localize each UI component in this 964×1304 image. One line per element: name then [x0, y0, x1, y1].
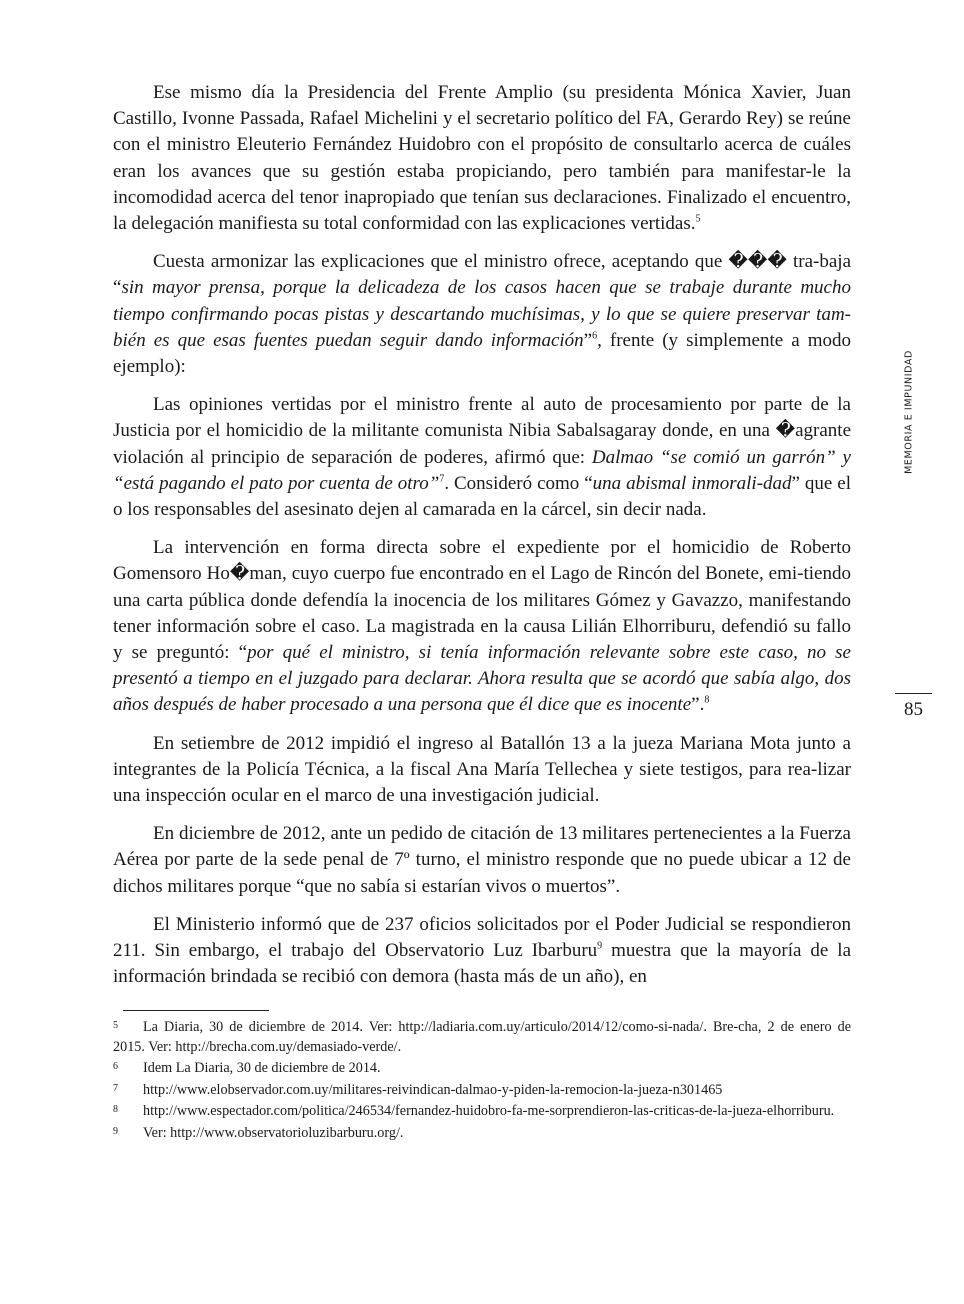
paragraph-7: El Ministerio informó que de 237 oficios solicitados por el Poder Judicial se respondieron 211. Sin embargo, el trabajo del Observatorio Luz Ibarburu$^9$ muestra que la mayoría de la información brindada se recibió con demora (hasta más de un año), en — [113, 913, 852, 988]
footnote-9 — [113, 1122, 851, 1144]
footnote-7 — [113, 1079, 851, 1101]
quote-italic: por qué el ministro, si tenía información relevante sobre este caso, no se presentó a tiempo en el juzgado para declarar. Ahora resulta que se acordó que sabía algo, dos años después de haber procesado a una persona que él dice que es inocente — [113, 642, 851, 716]
footnote-separator — [123, 1010, 269, 1011]
footnote-ref-9: 9 — [597, 940, 603, 952]
missing-glyph: ��� — [728, 251, 793, 273]
footnotes — [113, 1016, 851, 1143]
footnote-ref-5: 5 — [695, 213, 701, 225]
paragraph-5: En setiembre de 2012 impidió el ingreso al Batallón 13 a la jueza Mariana Mota junto a integrantes de la Policía Técnica, a la fiscal Ana María Tellechea y siete testigos, para rea-lizar una inspección ocular en el marco de una investigación judicial. — [113, 732, 851, 807]
footnote-text: http://www.elobservador.com.uy/militares-reivindican-dalmao-y-piden-la-remocion-la-jueza-n301465 — [143, 1081, 723, 1098]
body-text — [113, 80, 851, 1003]
running-side-label — [900, 340, 918, 484]
missing-glyph: � — [775, 420, 796, 442]
footnote-text: La Diaria, 30 de diciembre de 2014. Ver: http://ladiaria.com.uy/articulo/2014/12/como-si-nada/. Bre-cha, 2 de enero de 2015. Ver: http://brecha.com.uy/demasiado-verde/. — [113, 1019, 851, 1055]
footnote-text: http://www.espectador.com/politica/246534/fernandez-huidobro-fa-me-sorprendieron-las-criticas-de-la-jueza-elhorriburu. — [143, 1103, 835, 1119]
footnote-text: Ver: http://www.observatorioluzibarburu.org/. — [143, 1124, 404, 1141]
footnote-8 — [113, 1100, 851, 1122]
footnote-6 — [113, 1057, 851, 1079]
paragraph-3: Las opiniones vertidas por el ministro frente al auto de procesamiento por parte de la Justicia por el homicidio de la militante comunista Nibia Sabalsagaray donde, en una �agrante violación al principio de separación de poderes, afirmó que: Dalmao “se comió un garrón” y “está pagando el pato por cuenta de otro”$^7$. Consideró como “una abismal inmorali-dad” que el o los responsables del asesinato dejen al camarada en la cárcel, sin decir nada. — [113, 394, 852, 521]
side-label-text: MEMORIA E IMPUNIDAD — [903, 350, 915, 474]
footnote-5 — [113, 1016, 851, 1057]
paragraph-2: Cuesta armonizar las explicaciones que el ministro ofrece, aceptando que ��� tra-baja “sin mayor prensa, porque la delicadeza de los casos hacen que se trabaje durante mucho tiempo confirmando pocas pistas y descartando muchísimas, y lo que se quiere preservar tam-bién es que esas fuentes puedan seguir dando información”$^6$, frente (y simplemente a modo ejemplo): — [113, 251, 851, 378]
footnote-ref-6: 6 — [592, 330, 598, 342]
footnote-ref-8: 8 — [704, 695, 710, 707]
paragraph-6: En diciembre de 2012, ante un pedido de citación de 13 militares pertenecientes a la Fuerza Aérea por parte de la sede penal de 7º turno, el ministro responde que no puede ubicar a 12 de dichos militares porque “que no sabía si estarían vivos o muertos”. — [113, 823, 851, 897]
page-number: 85 — [904, 699, 923, 720]
footnote-number: 9 — [113, 1125, 118, 1137]
footnote-number: 8 — [113, 1104, 118, 1115]
page-number-rule — [895, 693, 932, 694]
footnote-ref-7: 7 — [439, 473, 445, 485]
quote-italic: Dalmao “se comió un garrón” y “está pagando el pato por cuenta de otro” — [113, 446, 851, 494]
quote-italic: una abismal inmorali-dad — [592, 472, 792, 494]
paragraph-1: Ese mismo día la Presidencia del Frente Amplio (su presidenta Mónica Xavier, Juan Castillo, Ivonne Passada, Rafael Michelini y el secretario político del FA, Gerardo Rey) se reúne con el ministro Eleuterio Fernández Huidobro con el propósito de consultarlo acerca de cuáles eran los avances que su gestión estaba propiciando, pero también para manifestar-le la incomodidad acerca del tenor inapropiado que tenían sus declaraciones. Finalizado el encuentro, la delegación manifiesta su total conformidad con las explicaciones vertidas.$^5$ — [113, 82, 851, 235]
paragraph-4: La intervención en forma directa sobre el expediente por el homicidio de Roberto Gomensoro Ho�man, cuyo cuerpo fue encontrado en el Lago de Rincón del Bonete, emi-tiendo una carta pública donde defendía la inocencia de los militares Gómez y Gavazzo, manifestando tener información sobre el caso. La magistrada en la causa Lilián Elhorriburu, defendió su fallo y se preguntó: “por qué el ministro, si tenía información relevante sobre este caso, no se presentó a tiempo en el juzgado para declarar. Ahora resulta que se acordó que sabía algo, dos años después de haber procesado a una persona que él dice que es inocente”.$^8$ — [113, 537, 851, 716]
missing-glyph: � — [229, 563, 250, 585]
footnote-text: Idem La Diaria, 30 de diciembre de 2014. — [143, 1060, 381, 1076]
footnote-number: 7 — [113, 1082, 118, 1094]
quote-italic: sin mayor prensa, porque la delicadeza de los casos hacen que se trabaje durante mucho tiempo confirmando pocas pistas y descartando muchísimas, y lo que se quiere preservar tam-bién es que esas fuentes puedan seguir dando información — [113, 277, 851, 351]
footnote-number: 5 — [113, 1020, 118, 1031]
footnote-number: 6 — [113, 1061, 118, 1072]
